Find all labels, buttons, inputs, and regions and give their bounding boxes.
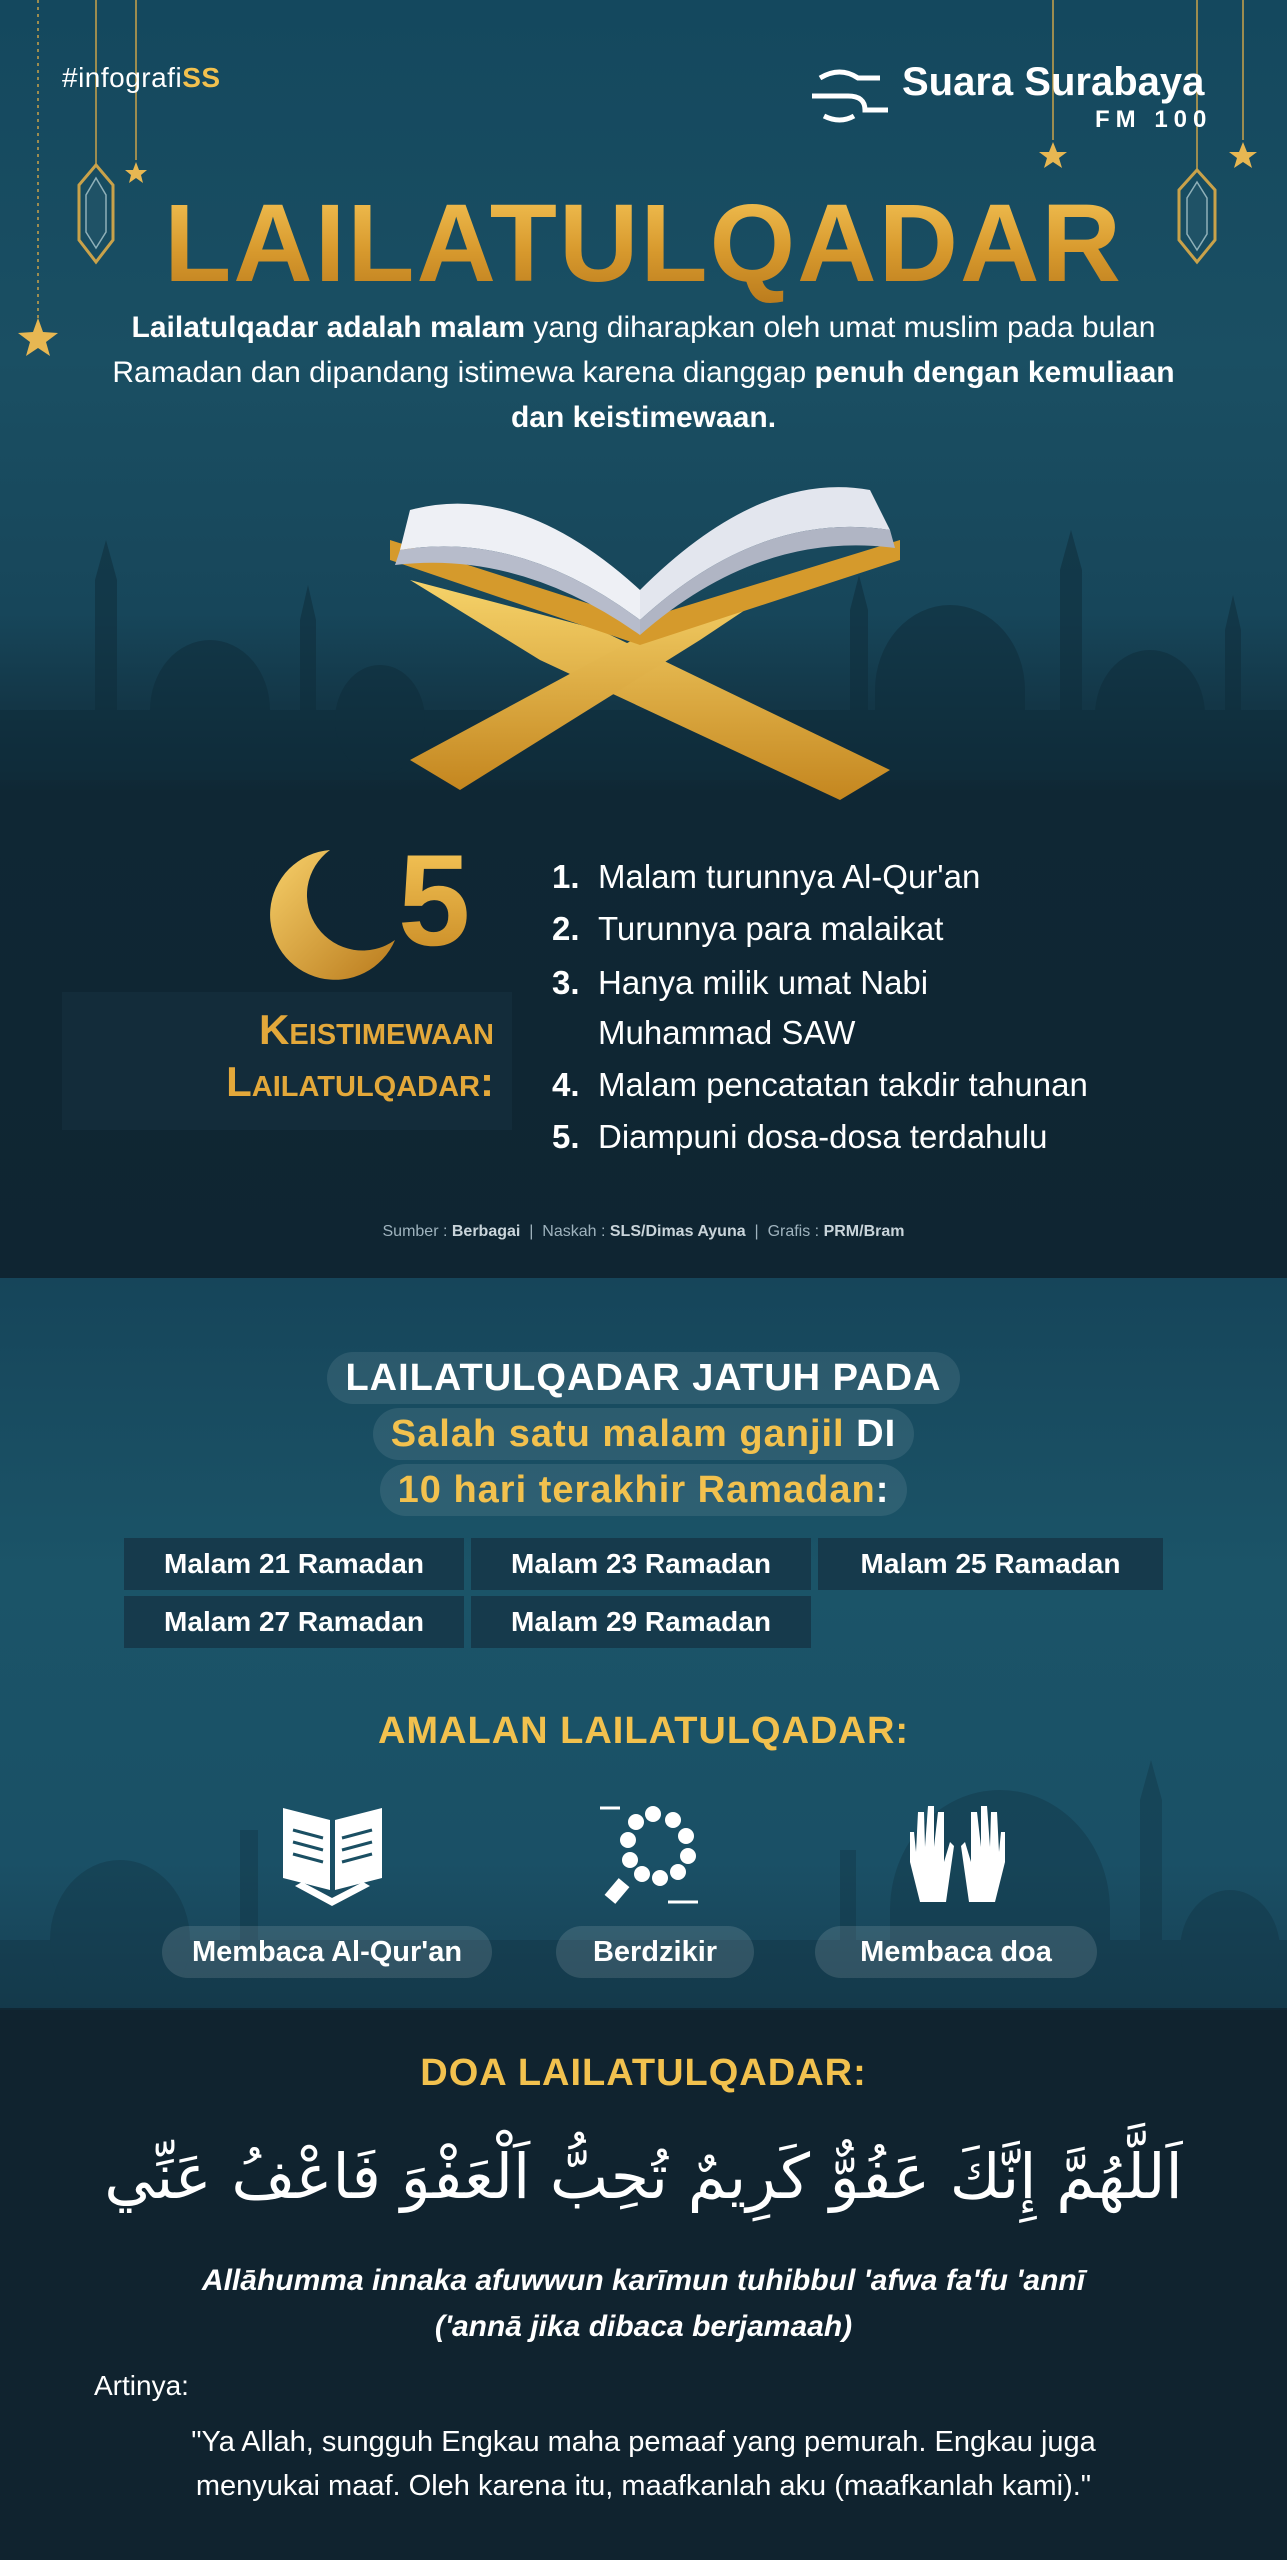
features-list bbox=[552, 852, 1252, 1162]
page-title: LAILATULQADAR bbox=[0, 180, 1287, 307]
brand-logo bbox=[810, 58, 1230, 138]
list-item: 3. Hanya milik umat Nabi Muhammad SAW bbox=[552, 964, 929, 1051]
timing-heading bbox=[0, 1350, 1287, 1518]
night-badge: Malam 21 Ramadan bbox=[124, 1538, 464, 1590]
credits-line: Sumber : Berbagai | Naskah : SLS/Dimas Ayuna | Grafis : PRM/Bram bbox=[382, 1223, 905, 1240]
timing-line-2: Salah satu malam ganjil DI bbox=[373, 1408, 914, 1460]
list-item: 1. Malam turunnya Al-Qur'an bbox=[552, 858, 981, 895]
praying-hands-icon bbox=[900, 1802, 1015, 1904]
night-badge: Malam 29 Ramadan bbox=[471, 1596, 811, 1648]
quran-on-stand-illustration bbox=[370, 470, 910, 820]
timing-line-3: 10 hari terakhir Ramadan: bbox=[380, 1464, 908, 1516]
suara-surabaya-logo-icon bbox=[810, 66, 890, 124]
night-badge: Malam 23 Ramadan bbox=[471, 1538, 811, 1590]
features-heading-box bbox=[62, 992, 512, 1130]
list-item: 5. Diampuni dosa-dosa terdahulu bbox=[552, 1118, 1048, 1155]
features-heading: Keistimewaan Lailatulqadar: bbox=[226, 1006, 494, 1105]
prayer-transliteration: Allāhumma innaka afuwwun karīmun tuhibbul 'afwa fa'fu 'annī ('annā jika dibaca berjamaah) bbox=[201, 2264, 1086, 2343]
prayer-arabic-text: اَللَّهُمَّ إِنَّكَ عَفُوٌّ كَرِيمٌ تُحِبُّ اَلْعَفْوَ فَاعْفُ عَنِّي bbox=[104, 2140, 1183, 2213]
night-badge: Malam 25 Ramadan bbox=[818, 1538, 1163, 1590]
timing-line-1: LAILATULQADAR JATUH PADA bbox=[327, 1352, 959, 1404]
meaning-label: Artinya: bbox=[94, 2370, 189, 2401]
features-count: 5 bbox=[398, 827, 471, 973]
crescent-moon-icon bbox=[255, 845, 405, 980]
list-item: 2. Turunnya para malaikat bbox=[552, 910, 944, 947]
practices-heading: AMALAN LAILATULQADAR: bbox=[377, 1710, 910, 1752]
logo-frequency: FM 100 bbox=[1095, 106, 1213, 133]
prayer-meaning: "Ya Allah, sungguh Engkau maha pemaaf yang pemurah. Engkau juga menyukai maaf. Oleh karena itu, maafkanlah aku (maafkanlah kami)." bbox=[191, 2426, 1096, 2502]
list-item: 4. Malam pencatatan takdir tahunan bbox=[552, 1066, 1088, 1103]
logo-wordmark: Suara Surabaya bbox=[902, 60, 1205, 104]
prayer-heading: DOA LAILATULQADAR: bbox=[420, 2052, 867, 2094]
intro-paragraph: Lailatulqadar adalah malam yang diharapkan oleh umat muslim pada bulan Ramadan dan dipandang istimewa karena dianggap penuh dengan kemuliaan dan keistimewaan. bbox=[112, 311, 1175, 434]
practice-label: Berdzikir bbox=[556, 1926, 754, 1978]
practice-label: Membaca doa bbox=[815, 1926, 1097, 1978]
practice-label: Membaca Al-Qur'an bbox=[162, 1926, 492, 1978]
night-badge: Malam 27 Ramadan bbox=[124, 1596, 464, 1648]
hashtag-label: #infografiSS bbox=[62, 62, 221, 93]
open-quran-icon bbox=[275, 1798, 390, 1908]
prayer-beads-icon bbox=[598, 1802, 708, 1907]
